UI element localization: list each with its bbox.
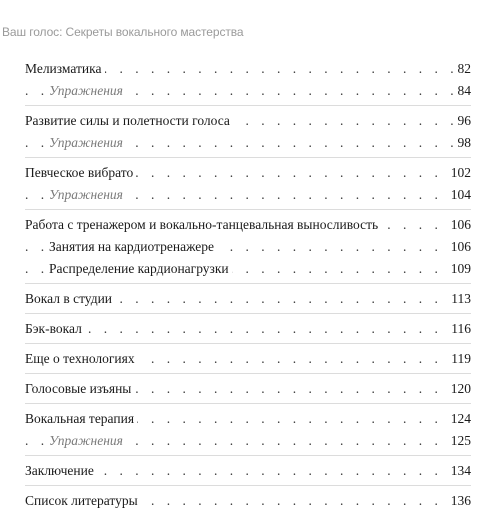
toc-entry-page: 102 bbox=[447, 162, 471, 184]
toc-entry-page: 124 bbox=[447, 408, 471, 430]
toc-divider bbox=[25, 209, 471, 210]
toc-entry[interactable] bbox=[25, 318, 471, 340]
toc-group-backing bbox=[25, 318, 471, 340]
toc-entry-title: Мелизматика bbox=[25, 61, 105, 76]
toc-group-studio bbox=[25, 288, 471, 310]
toc-group-vibrato bbox=[25, 162, 471, 206]
toc-subentry-title: Упражнения bbox=[49, 187, 126, 202]
toc-entry-page: 96 bbox=[454, 110, 472, 132]
toc-entry[interactable] bbox=[25, 460, 471, 482]
toc-divider bbox=[25, 403, 471, 404]
toc-group-tech bbox=[25, 348, 471, 370]
toc-divider bbox=[25, 485, 471, 486]
toc-subentry-page: 106 bbox=[447, 236, 471, 258]
toc-divider bbox=[25, 313, 471, 314]
toc-entry-title: Заключение bbox=[25, 463, 97, 478]
toc-divider bbox=[25, 283, 471, 284]
toc-subentry-page: 104 bbox=[447, 184, 471, 206]
toc-entry-page: 134 bbox=[447, 460, 471, 482]
toc-entry[interactable] bbox=[25, 162, 471, 184]
toc-entry-title: Бэк-вокал bbox=[25, 321, 85, 336]
toc-divider bbox=[25, 343, 471, 344]
toc-group-references bbox=[25, 490, 471, 512]
toc-divider bbox=[25, 455, 471, 456]
toc-group-therapy bbox=[25, 408, 471, 452]
toc-group-flaws bbox=[25, 378, 471, 400]
toc-entry-title: Вокальная терапия bbox=[25, 411, 137, 426]
toc-entry[interactable] bbox=[25, 378, 471, 400]
toc-group-trainer bbox=[25, 214, 471, 280]
toc-entry-title: Список литературы bbox=[25, 493, 141, 508]
toc-subentry-page: 109 bbox=[447, 258, 471, 280]
toc-subentry-title: Упражнения bbox=[49, 135, 126, 150]
toc-group-power bbox=[25, 110, 471, 154]
toc-subentry-page: 98 bbox=[454, 132, 472, 154]
toc-divider bbox=[25, 373, 471, 374]
toc-entry[interactable] bbox=[25, 214, 471, 236]
toc-entry-page: 113 bbox=[447, 288, 471, 310]
toc-entry-title: Голосовые изъяны bbox=[25, 381, 134, 396]
toc-entry-title: Певческое вибрато bbox=[25, 165, 136, 180]
running-header: Ваш голос: Секреты вокального мастерства bbox=[2, 25, 244, 39]
toc-subentry[interactable] bbox=[25, 80, 471, 102]
toc-entry-page: 106 bbox=[447, 214, 471, 236]
toc-entry[interactable] bbox=[25, 490, 471, 512]
toc-entry-page: 136 bbox=[447, 490, 471, 512]
toc-entry-page: 119 bbox=[447, 348, 471, 370]
toc-subentry[interactable] bbox=[25, 184, 471, 206]
toc-entry-title: Развитие силы и полетности голоса bbox=[25, 113, 233, 128]
toc-subentry-title: Занятия на кардиотренажере bbox=[49, 239, 217, 254]
toc-entry[interactable] bbox=[25, 348, 471, 370]
toc-entry-title: Работа с тренажером и вокально-танцевальная выносливость bbox=[25, 217, 381, 232]
toc-entry-title: Вокал в студии bbox=[25, 291, 115, 306]
table-of-contents bbox=[25, 58, 471, 512]
toc-entry[interactable] bbox=[25, 288, 471, 310]
toc-subentry[interactable] bbox=[25, 430, 471, 452]
toc-entry-title: Еще о технологиях bbox=[25, 351, 138, 366]
toc-subentry-title: Распределение кардионагрузки bbox=[49, 261, 232, 276]
toc-entry-page: 116 bbox=[447, 318, 471, 340]
toc-subentry-page: 84 bbox=[454, 80, 472, 102]
toc-entry[interactable] bbox=[25, 408, 471, 430]
dot-leader bbox=[25, 318, 471, 340]
toc-subentry[interactable] bbox=[25, 132, 471, 154]
toc-entry[interactable] bbox=[25, 110, 471, 132]
toc-divider bbox=[25, 157, 471, 158]
toc-subentry[interactable] bbox=[25, 236, 471, 258]
toc-group-melismatics bbox=[25, 58, 471, 102]
toc-divider bbox=[25, 105, 471, 106]
toc-subentry-title: Упражнения bbox=[49, 83, 126, 98]
toc-subentry[interactable] bbox=[25, 258, 471, 280]
toc-subentry-page: 125 bbox=[447, 430, 471, 452]
toc-entry-page: 82 bbox=[454, 58, 472, 80]
toc-subentry-title: Упражнения bbox=[49, 433, 126, 448]
toc-entry[interactable] bbox=[25, 58, 471, 80]
toc-entry-page: 120 bbox=[447, 378, 471, 400]
toc-group-conclusion bbox=[25, 460, 471, 482]
